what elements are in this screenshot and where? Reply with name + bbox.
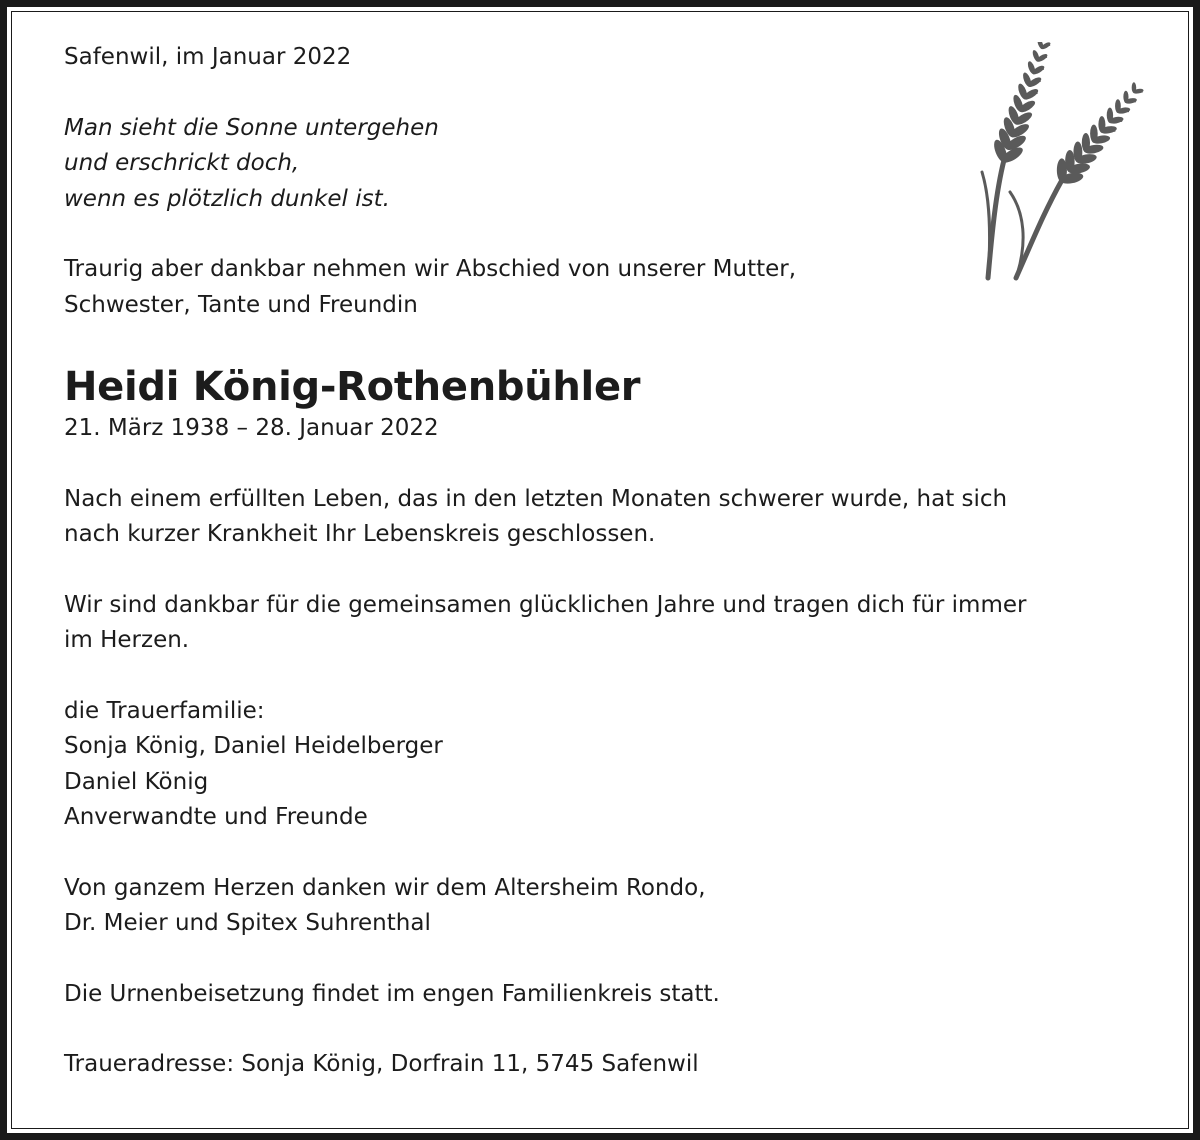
poem bbox=[64, 111, 1144, 218]
paragraph-gratitude bbox=[64, 588, 1144, 659]
paragraph-line: im Herzen. bbox=[64, 627, 190, 653]
family-member: Sonja König, Daniel Heidelberger bbox=[64, 733, 443, 759]
poem-line: Man sieht die Sonne untergehen bbox=[64, 114, 439, 141]
thanks-text bbox=[64, 871, 1144, 942]
intro-line: Schwester, Tante und Freundin bbox=[64, 291, 418, 318]
family-heading: die Trauerfamilie: bbox=[64, 697, 265, 724]
place-date: Safenwil, im Januar 2022 bbox=[64, 44, 352, 70]
thanks-line: Dr. Meier und Spitex Suhrenthal bbox=[64, 910, 431, 936]
paragraph-life bbox=[64, 482, 1144, 553]
family-list bbox=[64, 694, 1144, 836]
life-dates: 21. März 1938 – 28. Januar 2022 bbox=[64, 415, 439, 441]
burial-note: Die Urnenbeisetzung findet im engen Familienkreis statt. bbox=[64, 980, 720, 1007]
paragraph-line: Nach einem erfüllten Leben, das in den letzten Monaten schwerer wurde, hat sich bbox=[64, 485, 1008, 512]
family-member: Daniel König bbox=[64, 768, 209, 795]
paragraph-line: Wir sind dankbar für die gemeinsamen glücklichen Jahre und tragen dich für immer bbox=[64, 591, 1027, 618]
intro-line: Traurig aber dankbar nehmen wir Abschied von unserer Mutter, bbox=[64, 256, 797, 282]
deceased-name: Heidi König-Rothenbühler bbox=[64, 364, 641, 410]
mourning-address: Traueradresse: Sonja König, Dorfrain 11, 5745 Safenwil bbox=[64, 1051, 699, 1077]
thanks-line: Von ganzem Herzen danken wir dem Altersheim Rondo, bbox=[64, 874, 706, 901]
poem-line: und erschrickt doch, bbox=[64, 150, 300, 176]
paragraph-line: nach kurzer Krankheit Ihr Lebenskreis geschlossen. bbox=[64, 521, 656, 547]
family-member: Anverwandte und Freunde bbox=[64, 804, 368, 830]
obituary-text bbox=[64, 40, 1144, 1083]
intro-text bbox=[64, 252, 1144, 323]
poem-line: wenn es plötzlich dunkel ist. bbox=[64, 185, 390, 212]
